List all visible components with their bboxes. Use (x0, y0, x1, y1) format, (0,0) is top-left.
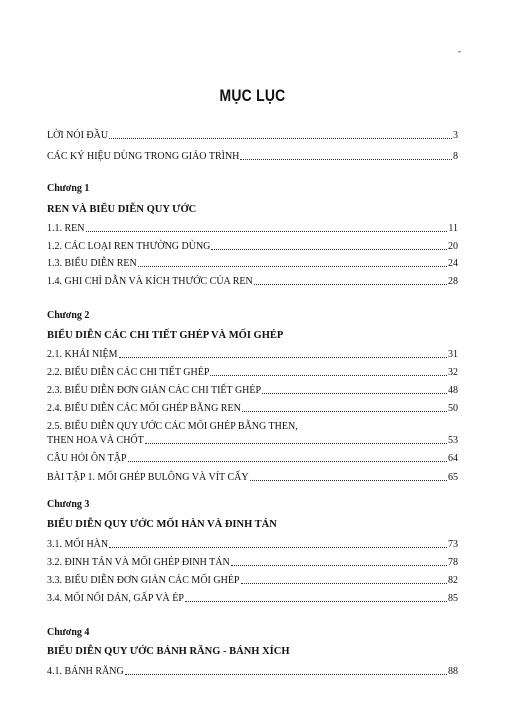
toc-entry-label: 1.1. REN (47, 223, 85, 234)
toc-entry[interactable] (47, 452, 458, 465)
toc-entry-page: 8 (453, 151, 458, 162)
toc-entry-label: LỜI NÓI ĐẦU (47, 130, 109, 141)
dot-leader (241, 583, 448, 584)
toc-entry-page: 50 (448, 403, 458, 414)
toc-entry[interactable] (47, 384, 458, 397)
toc-entry-label: 1.2. CÁC LOẠI REN THƯỜNG DÙNG (47, 241, 211, 252)
dot-leader (109, 138, 452, 139)
chapter-number: Chương 1 (47, 183, 90, 194)
toc-entry[interactable] (47, 348, 458, 361)
chapter-title[interactable]: BIỂU DIỄN QUY ƯỚC MỐI HÀN VÀ ĐINH TÁN (47, 519, 277, 530)
page-title: MỤC LỤC (219, 86, 286, 105)
chapter-title[interactable]: BIỂU DIỄN QUY ƯỚC BÁNH RĂNG - BÁNH XÍCH (47, 646, 290, 657)
dot-leader (211, 249, 447, 250)
toc-entry-label: 3.4. MỐI NỐI DÁN, GẤP VÀ ÉP (47, 593, 184, 604)
toc-entry-label: 1.4. GHI CHỈ DẪN VÀ KÍCH THƯỚC CỦA REN (47, 276, 253, 287)
toc-entry-label: CÂU HỎI ÔN TẬP (47, 453, 127, 464)
dot-leader (109, 547, 447, 548)
dot-leader (242, 411, 447, 412)
chapter-number: Chương 4 (47, 627, 90, 638)
chapter-number: Chương 2 (47, 310, 90, 321)
corner-mark: - (458, 46, 461, 56)
dot-leader (210, 375, 447, 376)
toc-entry-page: 20 (448, 241, 458, 252)
toc-entry-label: 3.3. BIỂU DIỄN ĐƠN GIẢN CÁC MỐI GHÉP (47, 575, 240, 586)
toc-entry[interactable] (47, 129, 458, 142)
toc-entry[interactable] (47, 257, 458, 270)
chapter-title[interactable]: REN VÀ BIỂU DIỄN QUY ƯỚC (47, 204, 197, 215)
toc-entry[interactable] (47, 222, 458, 235)
toc-entry-page: 64 (448, 453, 458, 464)
toc-entry-page: 53 (448, 435, 458, 446)
toc-entry[interactable] (47, 471, 458, 484)
toc-entry-page: 65 (448, 472, 458, 483)
toc-entry[interactable] (47, 240, 458, 253)
toc-entry-page: 31 (448, 349, 458, 360)
toc-entry[interactable] (47, 665, 458, 678)
toc-entry-page: 73 (448, 539, 458, 550)
toc-entry-label: 3.2. ĐINH TÁN VÀ MỐI GHÉP ĐINH TÁN (47, 557, 230, 568)
toc-entry-label: 4.1. BÁNH RĂNG (47, 666, 124, 677)
toc-entry-page: 85 (448, 593, 458, 604)
dot-leader (128, 461, 447, 462)
dot-leader (231, 565, 447, 566)
toc-entry[interactable] (47, 275, 458, 288)
toc-entry-label: CÁC KÝ HIỆU DÙNG TRONG GIÁO TRÌNH (47, 151, 240, 162)
toc-entry[interactable] (47, 538, 458, 551)
dot-leader (240, 159, 452, 160)
dot-leader (262, 393, 447, 394)
chapter-title[interactable]: BIỂU DIỄN CÁC CHI TIẾT GHÉP VÀ MỐI GHÉP (47, 330, 284, 341)
toc-entry-label: 2.3. BIỂU DIỄN ĐƠN GIẢN CÁC CHI TIẾT GHÉP (47, 385, 262, 396)
toc-entry-page: 28 (448, 276, 458, 287)
dot-leader (119, 357, 447, 358)
toc-entry-label: 3.1. MỐI HÀN (47, 539, 109, 550)
toc-entry-page: 11 (448, 223, 458, 234)
dot-leader (254, 284, 447, 285)
toc-entry-label: THEN HOA VÀ CHỐT (47, 435, 144, 446)
dot-leader (125, 674, 447, 675)
toc-entry-label: 1.3. BIỂU DIỄN REN (47, 258, 137, 269)
toc-entry-page: 3 (453, 130, 458, 141)
dot-leader (138, 266, 447, 267)
toc-entry-page: 24 (448, 258, 458, 269)
toc-entry-page: 78 (448, 557, 458, 568)
toc-entry-label-line1[interactable]: 2.5. BIỂU DIỄN QUY ƯỚC CÁC MỐI GHÉP BẰNG THEN, (47, 421, 298, 432)
dot-leader (250, 480, 447, 481)
toc-entry-label: BÀI TẬP 1. MỐI GHÉP BULÔNG VÀ VÍT CẤY (47, 472, 249, 483)
toc-entry-label: 2.4. BIỂU DIỄN CÁC MỐI GHÉP BẰNG REN (47, 403, 241, 414)
toc-entry[interactable] (47, 366, 458, 379)
toc-entry-page: 32 (448, 367, 458, 378)
toc-entry-label: 2.2. BIỂU DIỄN CÁC CHI TIẾT GHÉP (47, 367, 210, 378)
toc-entry[interactable] (47, 402, 458, 415)
dot-leader (185, 601, 447, 602)
toc-entry-page: 82 (448, 575, 458, 586)
toc-entry-label: 2.1. KHÁI NIỆM (47, 349, 118, 360)
toc-entry-page: 88 (448, 666, 458, 677)
toc-entry[interactable] (47, 434, 458, 447)
toc-entry-page: 48 (448, 385, 458, 396)
toc-entry[interactable] (47, 592, 458, 605)
dot-leader (145, 443, 447, 444)
toc-entry[interactable] (47, 574, 458, 587)
toc-entry[interactable] (47, 150, 458, 163)
toc-entry[interactable] (47, 556, 458, 569)
chapter-number: Chương 3 (47, 499, 90, 510)
dot-leader (86, 231, 448, 232)
